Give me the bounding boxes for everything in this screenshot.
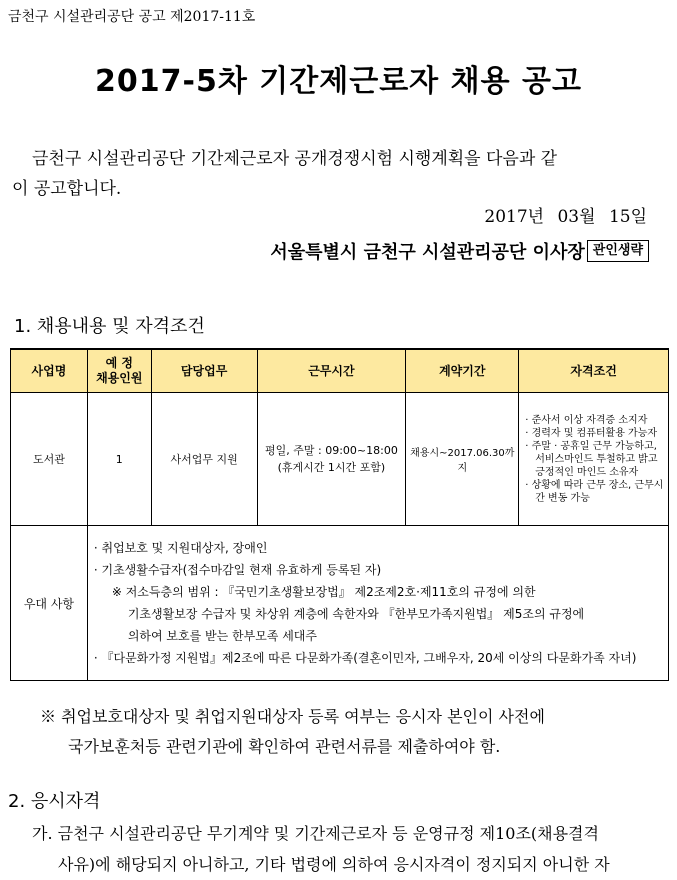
preference-note-cont: 의하여 보호를 받는 한부모족 세대주 xyxy=(127,629,317,643)
cell-business: 도서관 xyxy=(11,393,88,526)
cell-count: 1 xyxy=(87,393,151,526)
header-period: 계약기간 xyxy=(406,349,519,393)
table-row xyxy=(11,393,669,526)
condition-item: · 주말 · 공휴일 근무 가능하고, 서비스마인드 투철하고 밝고 긍정적인 마인드 소유자 xyxy=(525,440,658,478)
issuer-name: 서울특별시 금천구 시설관리공단 이사장 xyxy=(270,242,585,263)
note-line-2: 국가보훈처등 관련기관에 확인하여 관련서류를 제출하여야 함. xyxy=(68,737,501,756)
cell-conditions xyxy=(519,393,669,526)
page-title: 2017-5차 기간제근로자 채용 공고 xyxy=(95,64,582,99)
ga-line-1: 가. 금천구 시설관리공단 무기계약 및 기간제근로자 등 운영규정 제10조(채용결격 xyxy=(32,824,599,843)
condition-item: · 상황에 따라 근무 장소, 근무시간 변동 가능 xyxy=(525,479,664,504)
preference-item: · 『다문화가정 지원법』제2조에 따른 다문화가족(결혼이민자, 그배우자, 20세 이상의 다문화가족 자녀) xyxy=(93,651,637,665)
section-heading-1: 1. 채용내용 및 자격조건 xyxy=(14,316,205,337)
intro-line-1: 금천구 시설관리공단 기간제근로자 공개경쟁시험 시행계획을 다음과 같 xyxy=(32,149,558,169)
preference-note: ※ 저소득층의 범위 : 『국민기초생활보장법』 제2조제2호·제11호의 규정에 의한 xyxy=(111,585,536,599)
condition-item: · 경력자 및 컴퓨터활용 가능자 xyxy=(525,427,658,439)
cell-preference-label: 우대 사항 xyxy=(11,526,88,681)
header-hours: 근무시간 xyxy=(257,349,406,393)
recruitment-table xyxy=(10,348,669,681)
condition-item: · 준사서 이상 자격증 소지자 xyxy=(525,414,648,426)
eligibility-item-ga xyxy=(32,818,662,880)
hours-line-1: 평일, 주말 : 09:00~18:00 xyxy=(265,444,398,457)
cell-period: 채용시~2017.06.30까지 xyxy=(406,393,519,526)
announcement-date: 2017년 03월 15일 xyxy=(484,207,647,227)
preference-row xyxy=(11,526,669,681)
cell-preference xyxy=(87,526,668,681)
header-business: 사업명 xyxy=(11,349,88,393)
seal-omitted-stamp: 관인생략 xyxy=(587,240,649,262)
preference-item: · 취업보호 및 지원대상자, 장애인 xyxy=(93,541,268,555)
intro-line-2: 이 공고합니다. xyxy=(12,179,122,199)
issuer-line xyxy=(270,238,649,264)
header-conditions: 자격조건 xyxy=(519,349,669,393)
preference-note-cont: 기초생활보장 수급자 및 차상위 계층에 속한자와 『한부모가족지원법』 제5조의 규정에 xyxy=(127,607,585,621)
hours-line-2: (휴게시간 1시간 포함) xyxy=(277,461,386,474)
header-duty: 담당업무 xyxy=(151,349,257,393)
header-planned-count xyxy=(87,349,151,393)
ga-line-2: 사유)에 해당되지 아니하고, 기타 법령에 의하여 응시자격이 정지되지 아니한 자 xyxy=(58,855,610,874)
note-line-1: ※ 취업보호대상자 및 취업지원대상자 등록 여부는 응시자 본인이 사전에 xyxy=(40,707,545,726)
registration-note xyxy=(40,702,652,762)
header-planned-line2: 채용인원 xyxy=(96,371,143,385)
section-heading-2: 2. 응시자격 xyxy=(8,791,101,812)
cell-hours xyxy=(257,393,406,526)
intro-paragraph xyxy=(12,144,664,204)
document-number: 금천구 시설관리공단 공고 제2017-11호 xyxy=(8,9,256,25)
preference-item: · 기초생활수급자(접수마감일 현재 유효하게 등록된 자) xyxy=(93,563,382,577)
header-planned-line1: 예 정 xyxy=(105,356,133,370)
cell-duty: 사서업무 지원 xyxy=(151,393,257,526)
